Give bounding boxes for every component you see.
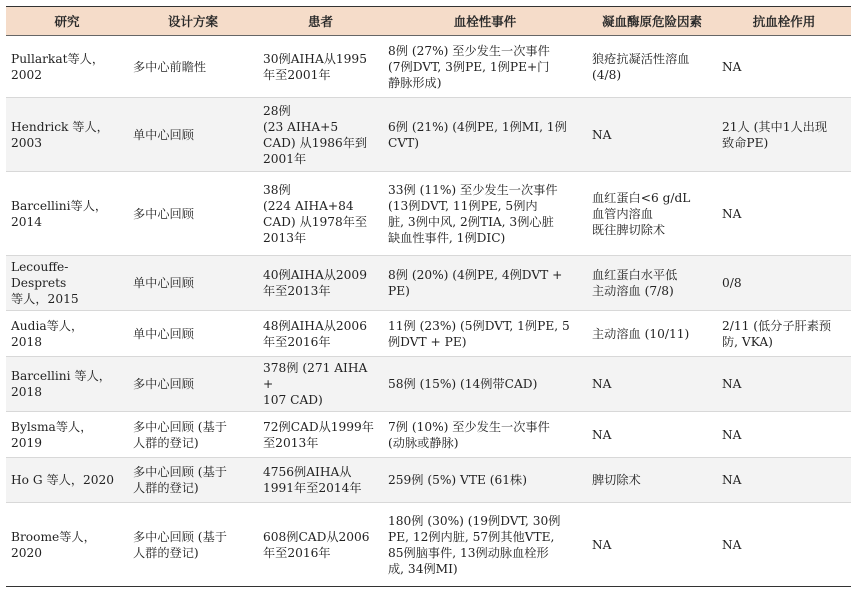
cell-thrombotic-events: 58例 (15%) (14例带CAD) bbox=[383, 357, 587, 412]
cell-patients: 72例CAD从1999年 至2013年 bbox=[263, 419, 374, 450]
header-thrombotic-events: 血栓性事件 bbox=[383, 7, 587, 36]
cell-risk-factors: NA bbox=[592, 427, 612, 442]
cell-design: 多中心回顾 bbox=[128, 357, 258, 412]
header-prothrombotic-risk-factors: 凝血酶原危险因素 bbox=[587, 7, 717, 36]
cell-risk-factors: NA bbox=[592, 537, 612, 552]
table-header-row bbox=[6, 7, 851, 36]
cell-thrombotic-events: 11例 (23%) (5例DVT, 1例PE, 5 例DVT + PE) bbox=[388, 318, 570, 349]
cell-study: Ho G 等人，2020 bbox=[6, 458, 128, 503]
cell-study: Bylsma等人，2019 bbox=[11, 419, 93, 450]
table-row bbox=[6, 412, 851, 458]
cell-thrombotic-events: 259例 (5%) VTE (61株) bbox=[383, 458, 587, 503]
table-row bbox=[6, 458, 851, 503]
cell-antithrombotic: NA bbox=[722, 59, 742, 74]
cell-risk-factors: 血红蛋白水平低 主动溶血 (7/8) bbox=[587, 256, 717, 311]
cell-antithrombotic: 2/11 (低分子肝素预 防, VKA) bbox=[722, 318, 832, 349]
cell-antithrombotic: 0/8 bbox=[717, 256, 851, 311]
table-row bbox=[6, 256, 851, 311]
cell-patients: 28例 (23 AIHA+5 CAD) 从1986年到 2001年 bbox=[258, 98, 383, 172]
cell-antithrombotic: 21人 (其中1人出现 致命PE) bbox=[717, 98, 851, 172]
cell-risk-factors: 主动溶血 (10/11) bbox=[592, 326, 690, 341]
cell-antithrombotic: NA bbox=[722, 206, 742, 221]
cell-study: Lecouffe-Desprets 等人，2015 bbox=[6, 256, 128, 311]
cell-study: Barcellini 等人， 2018 bbox=[6, 357, 128, 412]
header-antithrombotic-effect: 抗血栓作用 bbox=[717, 7, 851, 36]
cell-patients: 4756例AIHA从 1991年至2014年 bbox=[258, 458, 383, 503]
cell-design: 多中心回顾 (基于 人群的登记) bbox=[133, 419, 227, 450]
table-row bbox=[6, 357, 851, 412]
cell-risk-factors: 狼疮抗凝活性溶血 (4/8) bbox=[592, 51, 690, 82]
cell-antithrombotic: NA bbox=[717, 357, 851, 412]
thrombosis-studies-table bbox=[6, 6, 851, 587]
document-page bbox=[6, 6, 851, 587]
cell-patients: 30例AIHA从1995 年至2001年 bbox=[263, 51, 367, 82]
cell-thrombotic-events: 8例 (20%) (4例PE, 4例DVT + PE) bbox=[383, 256, 587, 311]
cell-design: 多中心回顾 (基于 人群的登记) bbox=[133, 529, 227, 560]
cell-design: 多中心回顾 bbox=[133, 206, 194, 221]
cell-thrombotic-events: 6例 (21%) (4例PE, 1例MI, 1例 CVT) bbox=[383, 98, 587, 172]
cell-study: Broome等人，2020 bbox=[11, 529, 96, 560]
table-row bbox=[6, 172, 851, 256]
cell-design: 单中心回顾 bbox=[133, 326, 194, 341]
cell-patients: 378例 (271 AIHA + 107 CAD) bbox=[258, 357, 383, 412]
cell-thrombotic-events: 8例 (27%) 至少发生一次事件 (7例DVT, 3例PE, 1例PE+门 静脉形成) bbox=[388, 43, 550, 90]
cell-patients: 38例 (224 AIHA+84 CAD) 从1978年至 2013年 bbox=[263, 182, 368, 245]
cell-thrombotic-events: 33例 (11%) 至少发生一次事件 (13例DVT, 11例PE, 5例内 脏, 3例中风, 2例TIA, 3例心脏 缺血性事件, 1例DIC) bbox=[388, 182, 558, 245]
header-design: 设计方案 bbox=[128, 7, 258, 36]
cell-thrombotic-events: 7例 (10%) 至少发生一次事件 (动脉或静脉) bbox=[388, 419, 550, 450]
cell-design: 单中心回顾 bbox=[128, 98, 258, 172]
header-study: 研究 bbox=[6, 7, 128, 36]
cell-risk-factors: NA bbox=[587, 357, 717, 412]
cell-antithrombotic: NA bbox=[722, 537, 742, 552]
cell-design: 单中心回顾 bbox=[128, 256, 258, 311]
cell-design: 多中心前瞻性 bbox=[133, 59, 207, 74]
table-row bbox=[6, 36, 851, 98]
cell-antithrombotic: NA bbox=[722, 427, 742, 442]
cell-study: Barcellini等人， 2014 bbox=[11, 198, 108, 229]
cell-study: Hendrick 等人， 2003 bbox=[6, 98, 128, 172]
header-patients: 患者 bbox=[258, 7, 383, 36]
cell-patients: 608例CAD从2006 年至2016年 bbox=[263, 529, 370, 560]
table-row bbox=[6, 503, 851, 587]
cell-antithrombotic: NA bbox=[717, 458, 851, 503]
cell-design: 多中心回顾 (基于 人群的登记) bbox=[128, 458, 258, 503]
cell-risk-factors: 血红蛋白<6 g/dL 血管内溶血 既往脾切除术 bbox=[592, 190, 691, 237]
cell-study: Pullarkat等人， 2002 bbox=[11, 51, 105, 82]
cell-patients: 40例AIHA从2009 年至2013年 bbox=[258, 256, 383, 311]
cell-patients: 48例AIHA从2006 年至2016年 bbox=[263, 318, 367, 349]
table-row bbox=[6, 98, 851, 172]
cell-risk-factors: 脾切除术 bbox=[587, 458, 717, 503]
cell-study: Audia等人， 2018 bbox=[11, 318, 84, 349]
cell-risk-factors: NA bbox=[587, 98, 717, 172]
cell-thrombotic-events: 180例 (30%) (19例DVT, 30例 PE, 12例内脏, 57例其他VTE, 85例脑事件, 13例动脉血栓形 成, 34例MI) bbox=[388, 513, 561, 576]
table-row bbox=[6, 311, 851, 357]
